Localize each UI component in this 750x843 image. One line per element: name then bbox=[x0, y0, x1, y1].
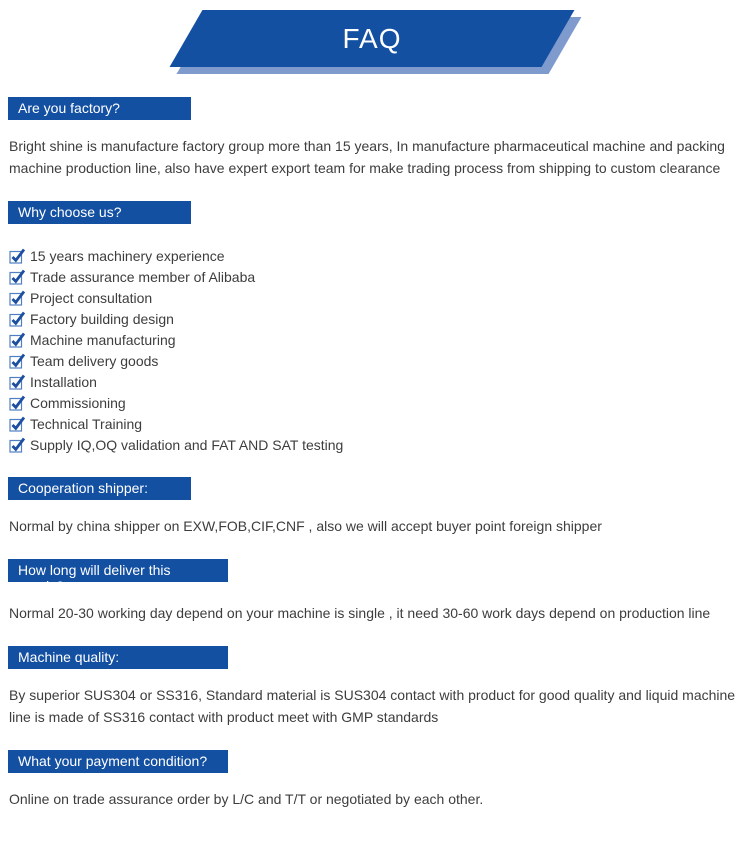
section-header-payment-condition: What your payment condition? bbox=[8, 750, 228, 773]
checked-checkbox-icon bbox=[9, 248, 26, 264]
checklist-item-label: Supply IQ,OQ validation and FAT AND SAT testing bbox=[30, 436, 344, 453]
section-header-why-choose-us: Why choose us? bbox=[8, 201, 191, 224]
checked-checkbox-icon bbox=[9, 332, 26, 348]
section-header-machine-quality: Machine quality: bbox=[8, 646, 228, 669]
checklist-item bbox=[9, 392, 750, 413]
checked-checkbox-icon bbox=[9, 374, 26, 390]
checked-checkbox-icon bbox=[9, 311, 26, 327]
checklist-item bbox=[9, 350, 750, 371]
faq-banner bbox=[0, 0, 750, 80]
checklist-item bbox=[9, 308, 750, 329]
section-body-delivery-time: Normal 20-30 working day depend on your machine is single , it need 30-60 work days depend on production line bbox=[9, 605, 711, 621]
checked-checkbox-icon bbox=[9, 395, 26, 411]
checked-checkbox-icon bbox=[9, 353, 26, 369]
checklist-item bbox=[9, 266, 750, 287]
section-header-cooperation-shipper: Cooperation shipper: bbox=[8, 477, 191, 500]
section-header-delivery-time: How long will deliver this goods? bbox=[8, 559, 228, 582]
checklist-item bbox=[9, 413, 750, 434]
checklist-item-label: Commissioning bbox=[30, 394, 126, 411]
section-header-factory: Are you factory? bbox=[8, 97, 191, 120]
checked-checkbox-icon bbox=[9, 416, 26, 432]
checklist-item bbox=[9, 245, 750, 266]
checklist-item-label: Factory building design bbox=[30, 310, 174, 327]
section-body-cooperation-shipper: Normal by china shipper on EXW,FOB,CIF,CNF , also we will accept buyer point foreign shipper bbox=[9, 518, 602, 534]
checklist-item bbox=[9, 434, 750, 455]
section-body-factory: Bright shine is manufacture factory group more than 15 years, In manufacture pharmaceutical machine and packing machine production line, also have expert export team for make trading process from shipping to custom clearance bbox=[9, 138, 725, 176]
checklist-item-label: Installation bbox=[30, 373, 97, 390]
checklist-item-label: Machine manufacturing bbox=[30, 331, 176, 348]
why-choose-us-checklist bbox=[9, 245, 750, 455]
checked-checkbox-icon bbox=[9, 290, 26, 306]
section-body-payment-condition: Online on trade assurance order by L/C and T/T or negotiated by each other. bbox=[9, 791, 484, 807]
checklist-item-label: Team delivery goods bbox=[30, 352, 159, 369]
checklist-item-label: Technical Training bbox=[30, 415, 143, 432]
checklist-item-label: Project consultation bbox=[30, 289, 153, 306]
checklist-item-label: 15 years machinery experience bbox=[30, 247, 225, 264]
section-body-machine-quality: By superior SUS304 or SS316, Standard material is SUS304 contact with product for good quality and liquid machine line is made of SS316 contact with product meet with GMP standards bbox=[9, 687, 736, 725]
checklist-item bbox=[9, 287, 750, 308]
checklist-item bbox=[9, 329, 750, 350]
checklist-item-label: Trade assurance member of Alibaba bbox=[30, 268, 256, 285]
faq-banner-title: FAQ bbox=[342, 22, 402, 54]
checklist-item bbox=[9, 371, 750, 392]
checked-checkbox-icon bbox=[9, 437, 26, 453]
checked-checkbox-icon bbox=[9, 269, 26, 285]
